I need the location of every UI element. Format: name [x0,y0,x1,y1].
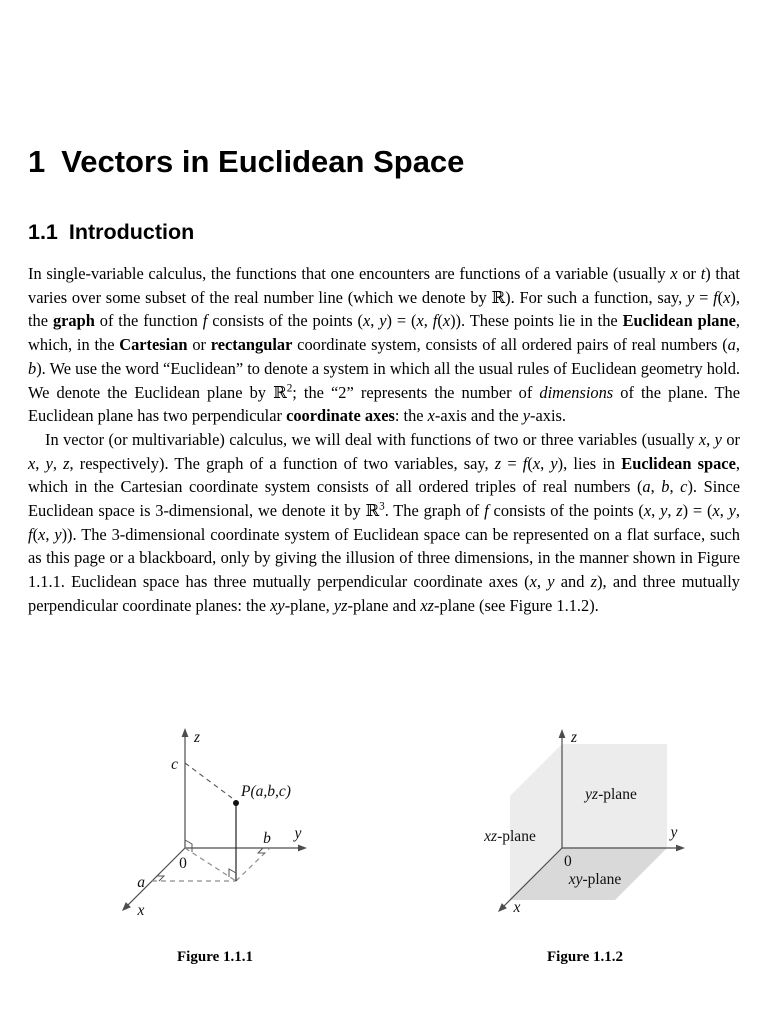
fig2-yz-plane-label: yz-plane [585,786,637,803]
chapter-number: 1 [28,144,46,179]
fig1-angle-mark-a [157,876,164,881]
fig1-b-label: b [263,830,271,847]
fig2-y-arrowhead [676,845,685,852]
fig1-z-arrowhead [182,728,189,737]
fig2-xz-plane-label: xz-plane [484,828,536,845]
fig1-axes [122,728,307,911]
paragraph-1: In single-variable calculus, the functions that one encounters are functions of a variable (usually x or t) that varies over some subset of the real number line (which we denote by ℝ). For such a function, say, y = f(x), the graph of the function f consists of the points (x, y) = (x, f(x)). These points lie in the Euclidean plane, which, in the Cartesian or rectangular coordinate system, consists of all ordered pairs of real numbers (a, b). We use the word “Euclidean” to denote a system in which all the usual rules of Euclidean geometry hold. We denote the Euclidean plane by ℝ$^2$; the “2” represents the number of dimensions of the plane. The Euclidean plane has two perpendicular coordinate axes: the x-axis and the y-axis. [28,264,740,426]
body-text [28,262,740,618]
fig1-a-label: a [137,874,145,891]
fig1-point-p-dot [233,800,239,806]
fig1-angle-mark-b [258,848,265,853]
fig2-x-label: x [513,899,521,916]
figure-2-coordinate-planes-diagram [460,706,710,931]
fig1-angle-mark-foot [229,869,236,877]
section-heading [28,222,194,244]
fig2-y-label: y [670,824,678,841]
fig2-origin-label: 0 [564,853,572,870]
paragraph-2: In vector (or multivariable) calculus, we will deal with functions of two or three variables (usually x, y or x, y, z, respectively). The graph of a function of two variables, say, z = f(x, y), lies in Euclidean space, which in the Cartesian coordinate system consists of all ordered triples of real numbers (a, b, c). Since Euclidean space is 3-dimensional, we denote it by ℝ$^3$. The graph of f consists of the points (x, y, z) = (x, y, f(x, y)). The 3-dimensional coordinate system of Euclidean space can be represented on a flat surface, such as this page or a blackboard, only by giving the illusion of three dimensions, in the manner shown in Figure 1.1.1. Euclidean space has three mutually perpendicular coordinate axes (x, y and z), and three mutually perpendicular coordinate planes: the xy-plane, yz-plane and xz-plane (see Figure 1.1.2). [28,429,741,615]
fig2-xy-plane-label: xy-plane [568,871,622,888]
chapter-title-text: Vectors in Euclidean Space [61,144,465,179]
fig1-x-label: x [137,902,145,919]
fig2-z-arrowhead [559,729,566,738]
figure-1-caption: Figure 1.1.1 [177,949,253,965]
fig1-origin-label: 0 [179,855,187,872]
fig1-y-label: y [294,825,302,842]
fig2-z-label: z [571,729,578,746]
fig1-dash-origin-to-foot [185,848,236,881]
figure-1-point-in-space-diagram [100,706,330,931]
section-number: 1.1 [28,220,58,244]
fig1-z-label: z [194,729,201,746]
figure-2-caption: Figure 1.1.2 [547,949,623,965]
section-title-text: Introduction [68,220,195,244]
fig1-p-label: P(a,b,c) [241,783,291,800]
fig1-dash-c-to-p [185,763,232,798]
fig1-c-label: c [171,756,178,773]
chapter-heading [28,146,464,177]
fig1-y-arrowhead [298,845,307,852]
fig1-x-axis [127,848,185,906]
